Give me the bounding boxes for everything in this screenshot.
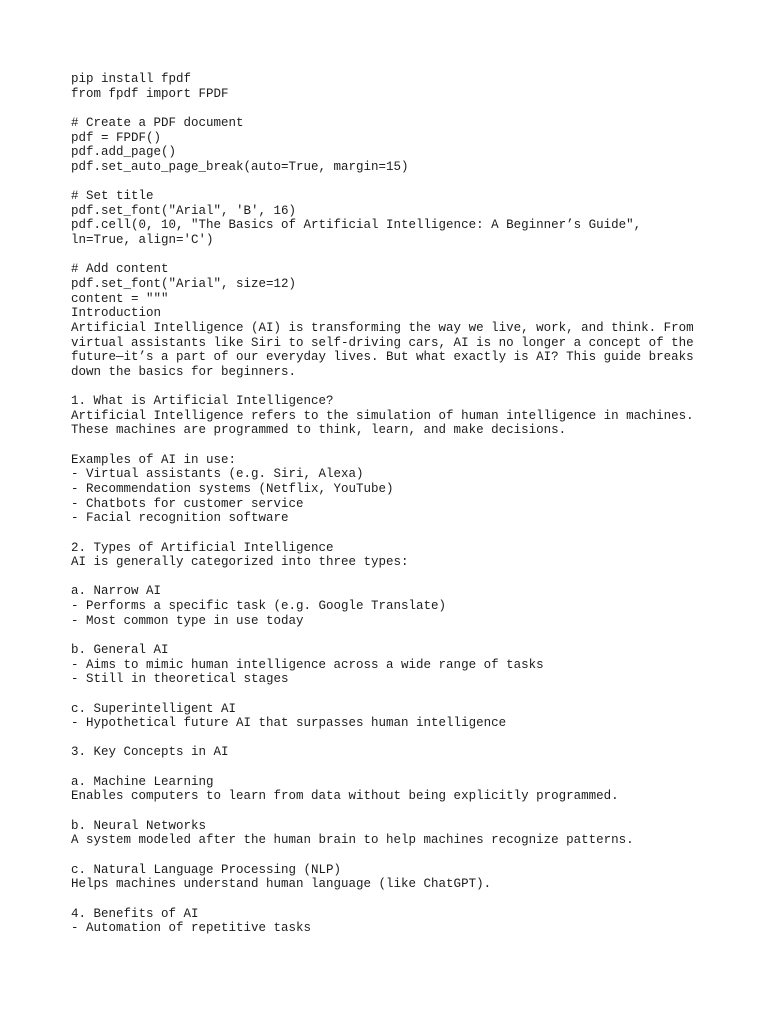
text-line: - Aims to mimic human intelligence across a wide range of tasks — [71, 657, 544, 672]
text-line — [71, 248, 761, 263]
text-line — [71, 760, 761, 775]
text-line: pdf.set_auto_page_break(auto=True, margin=15) — [71, 159, 409, 174]
text-line: a. Machine Learning — [71, 774, 214, 789]
text-line: c. Natural Language Processing (NLP) — [71, 862, 342, 877]
text-line — [71, 628, 761, 643]
text-line: A system modeled after the human brain to help machines recognize patterns. — [71, 833, 634, 848]
text-line: Enables computers to learn from data without being explicitly programmed. — [71, 789, 619, 804]
text-line: These machines are programmed to think, learn, and make decisions. — [71, 423, 567, 438]
text-line: # Create a PDF document — [71, 115, 244, 130]
text-line: - Virtual assistants (e.g. Siri, Alexa) — [71, 467, 364, 482]
text-line: Examples of AI in use: — [71, 452, 237, 467]
text-line: # Set title — [71, 189, 154, 204]
text-line: ln=True, align='C') — [71, 233, 214, 248]
text-line: Artificial Intelligence (AI) is transforming the way we live, work, and think. From — [71, 320, 694, 335]
text-line: 1. What is Artificial Intelligence? — [71, 394, 334, 409]
text-line: - Chatbots for customer service — [71, 496, 304, 511]
text-line: from fpdf import FPDF — [71, 86, 229, 101]
text-line: content = """ — [71, 291, 169, 306]
text-line: 3. Key Concepts in AI — [71, 745, 229, 760]
text-line — [71, 174, 761, 189]
text-line — [71, 101, 761, 116]
text-line: down the basics for beginners. — [71, 364, 297, 379]
text-line: pdf.set_font("Arial", 'B', 16) — [71, 203, 297, 218]
text-line: - Performs a specific task (e.g. Google Translate) — [71, 599, 447, 614]
text-line: - Automation of repetitive tasks — [71, 921, 312, 936]
text-line: a. Narrow AI — [71, 584, 162, 599]
text-line: pdf.add_page() — [71, 145, 177, 160]
text-line: Introduction — [71, 306, 162, 321]
text-line: 2. Types of Artificial Intelligence — [71, 540, 334, 555]
text-line: pdf.cell(0, 10, "The Basics of Artificial Intelligence: A Beginner’s Guide", — [71, 218, 642, 233]
text-line — [71, 570, 761, 585]
text-line: b. General AI — [71, 642, 169, 657]
text-line: virtual assistants like Siri to self-driving cars, AI is no longer a concept of the — [71, 335, 694, 350]
text-line: - Recommendation systems (Netflix, YouTube) — [71, 481, 394, 496]
text-line — [71, 848, 761, 863]
text-line: # Add content — [71, 262, 169, 277]
text-line — [71, 526, 761, 541]
text-line — [71, 438, 761, 453]
text-line: 4. Benefits of AI — [71, 906, 199, 921]
text-line — [71, 892, 761, 907]
text-line: AI is generally categorized into three types: — [71, 555, 409, 570]
text-line: pip install fpdf — [71, 72, 192, 86]
text-line: pdf.set_font("Arial", size=12) — [71, 276, 297, 291]
code-text-block — [71, 72, 761, 936]
text-line: - Most common type in use today — [71, 613, 304, 628]
text-line: b. Neural Networks — [71, 818, 207, 833]
text-line — [71, 731, 761, 746]
text-line: - Hypothetical future AI that surpasses human intelligence — [71, 716, 507, 731]
text-line: - Still in theoretical stages — [71, 672, 289, 687]
text-line — [71, 687, 761, 702]
text-line: pdf = FPDF() — [71, 130, 162, 145]
text-line: c. Superintelligent AI — [71, 701, 237, 716]
text-line: Helps machines understand human language (like ChatGPT). — [71, 877, 492, 892]
text-line: - Facial recognition software — [71, 511, 289, 526]
text-line — [71, 379, 761, 394]
text-line — [71, 804, 761, 819]
text-line: Artificial Intelligence refers to the simulation of human intelligence in machines. — [71, 408, 694, 423]
text-line: future—it’s a part of our everyday lives. But what exactly is AI? This guide breaks — [71, 350, 694, 365]
